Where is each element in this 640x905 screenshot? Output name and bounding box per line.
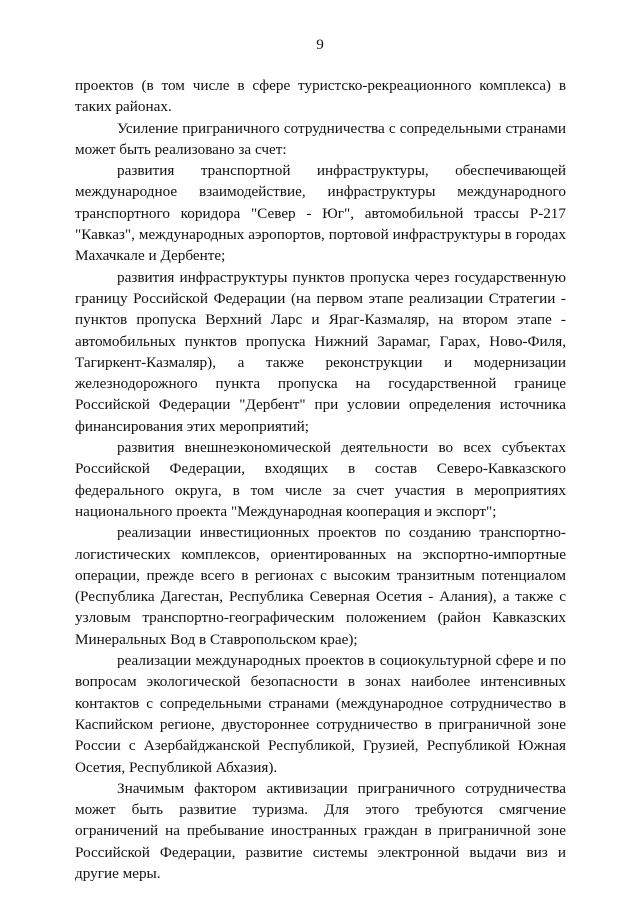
paragraph-checkpoints: развития инфраструктуры пунктов пропуска через государственную границу Российской Федерации (на первом этапе реализации Стратегии - пунктов пропуска Верхний Ларс и Яраг-Казмаляр, на втором этапе - автомобильных пунктов пропуска Нижний Зарамаг, Гарах, Ново-Филя, Тагиркент-Казмаляр), а также реконструкции и модернизации железнодорожного пункта пропуска на государственной границе Российской Федерации "Дербент" при условии определения источника финансирования этих мероприятий;: [75, 268, 566, 435]
paragraph-logistics-projects: реализации инвестиционных проектов по созданию транспортно-логистических комплексов, ориентированных на экспортно-импортные операции, прежде всего в регионах с высоким транзитным потенциалом (Республика Дагестан, Республика Северная Осетия - Алания), а также с узловым транспортно-географическим положением (район Кавказских Минеральных Вод в Ставропольском крае);: [75, 524, 566, 648]
paragraph-foreign-economic: развития внешнеэкономической деятельности во всех субъектах Российской Федерации, входящих в состав Северо-Кавказского федерального округа, в том числе за счет участия в мероприятиях национального проекта "Международная кооперация и экспорт";: [75, 439, 566, 520]
paragraph-intro: Усиление приграничного сотрудничества с сопредельными странами может быть реализовано за счет:: [75, 119, 566, 158]
page-number: 9: [316, 36, 324, 53]
paragraph-international-projects: реализации международных проектов в социокультурной сфере и по вопросам экологической безопасности в зонах наиболее интенсивных контактов с сопредельными странами (международное сотрудничество в Каспийском регионе, двустороннее сотрудничество в приграничной зоне России с Азербайджанской Республикой, Грузией, Республикой Южная Осетия, Республикой Абхазия).: [75, 652, 566, 776]
document-body: [75, 75, 566, 884]
paragraph-continuation: проектов (в том числе в сфере туристско-рекреационного комплекса) в таких районах.: [75, 77, 566, 116]
paragraph-tourism: Значимым фактором активизации приграничного сотрудничества может быть развитие туризма. Для этого требуются смягчение ограничений на пребывание иностранных граждан в приграничной зоне Российской Федерации, развитие системы электронной выдачи виз и другие меры.: [75, 779, 566, 882]
paragraph-transport-infrastructure: развития транспортной инфраструктуры, обеспечивающей международное взаимодействие, инфраструктуры международного транспортного коридора "Север - Юг", автомобильной трассы Р-217 "Кавказ", международных аэропортов, портовой инфраструктуры в городах Махачкале и Дербенте;: [75, 162, 566, 265]
